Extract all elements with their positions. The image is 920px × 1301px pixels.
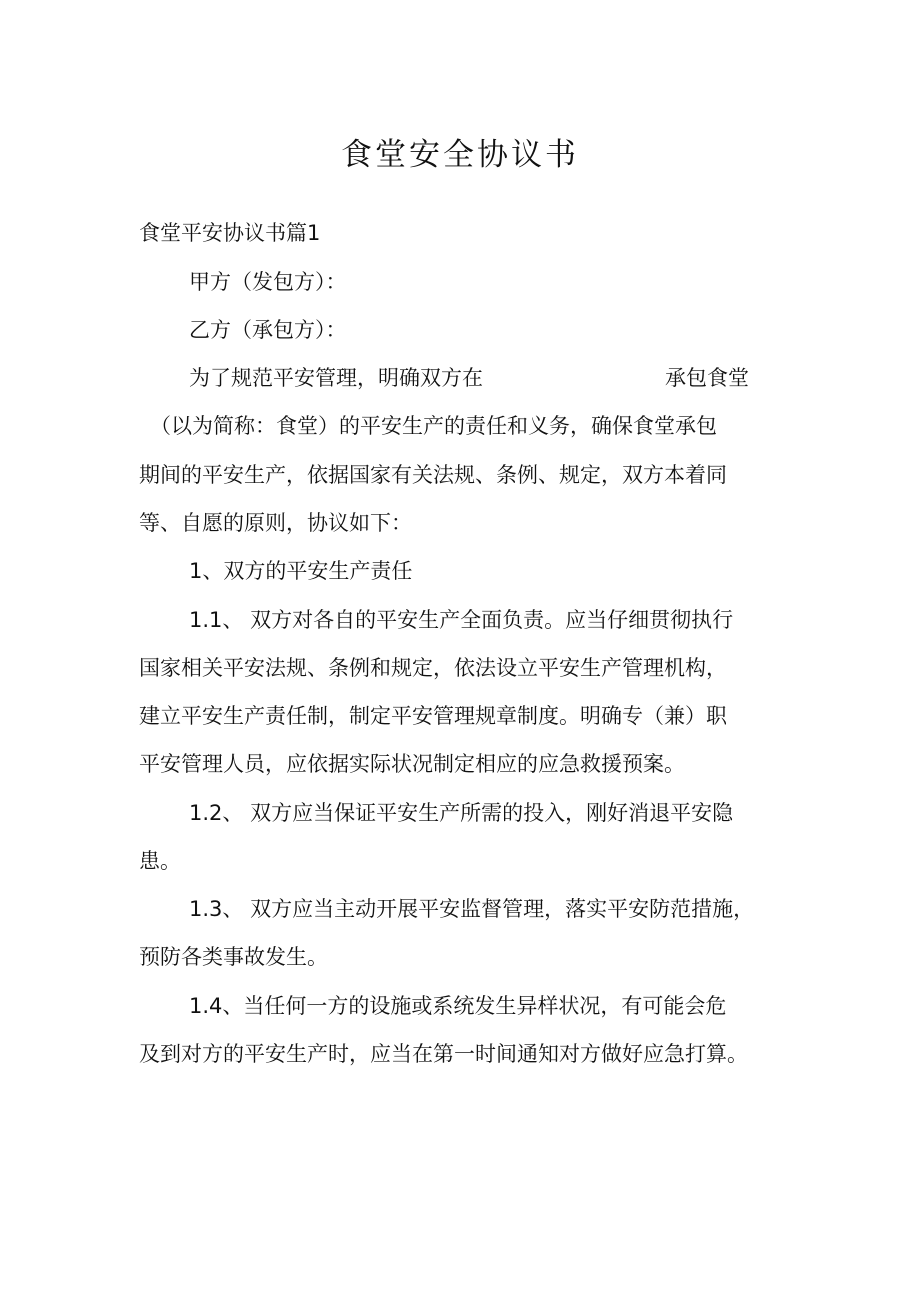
paragraph-intro-line-right: 承包食堂 (665, 366, 749, 390)
paragraph-intro-line: 为了规范平安管理，明确双方在 (189, 366, 483, 390)
clause-1-1-line: 建立平安生产责任制，制定平安管理规章制度。明确专（兼）职 (139, 704, 727, 728)
clause-1-4-line: 1.4、当任何一方的设施或系统发生异样状况，有可能会危 (189, 994, 727, 1018)
clause-1-2-line: 患。 (139, 849, 181, 873)
clause-1-2-line: 1.2、 双方应当保证平安生产所需的投入，刚好消退平安隐 (189, 801, 734, 825)
paragraph-intro-line: 期间的平安生产，依据国家有关法规、条例、规定，双方本着同 (139, 463, 727, 487)
clause-1-1-line: 1.1、 双方对各自的平安生产全面负责。应当仔细贯彻执行 (189, 608, 734, 632)
paragraph-intro-line: （以为简称：食堂）的平安生产的责任和义务，确保食堂承包 (150, 414, 717, 438)
document-title: 食堂安全协议书 (341, 137, 579, 173)
clause-1-1-line: 国家相关平安法规、条例和规定，依法设立平安生产管理机构， (139, 656, 727, 680)
paragraph-intro-line: 等、自愿的原则，协议如下： (139, 511, 412, 535)
clause-1-3-line: 1.3、 双方应当主动开展平安监督管理，落实平安防范措施， (189, 897, 755, 921)
section-heading: 食堂平安协议书篇1 (139, 221, 321, 245)
clause-heading: 1、双方的平安生产责任 (189, 559, 413, 583)
party-a-line: 甲方（发包方）： (189, 270, 347, 294)
clause-1-4-line: 及到对方的平安生产时，应当在第一时间通知对方做好应急打算。 (139, 1042, 748, 1066)
clause-1-1-line: 平安管理人员，应依据实际状况制定相应的应急救援预案。 (139, 752, 685, 776)
clause-1-3-line: 预防各类事故发生。 (139, 945, 328, 969)
party-b-line: 乙方（承包方）： (189, 318, 347, 342)
